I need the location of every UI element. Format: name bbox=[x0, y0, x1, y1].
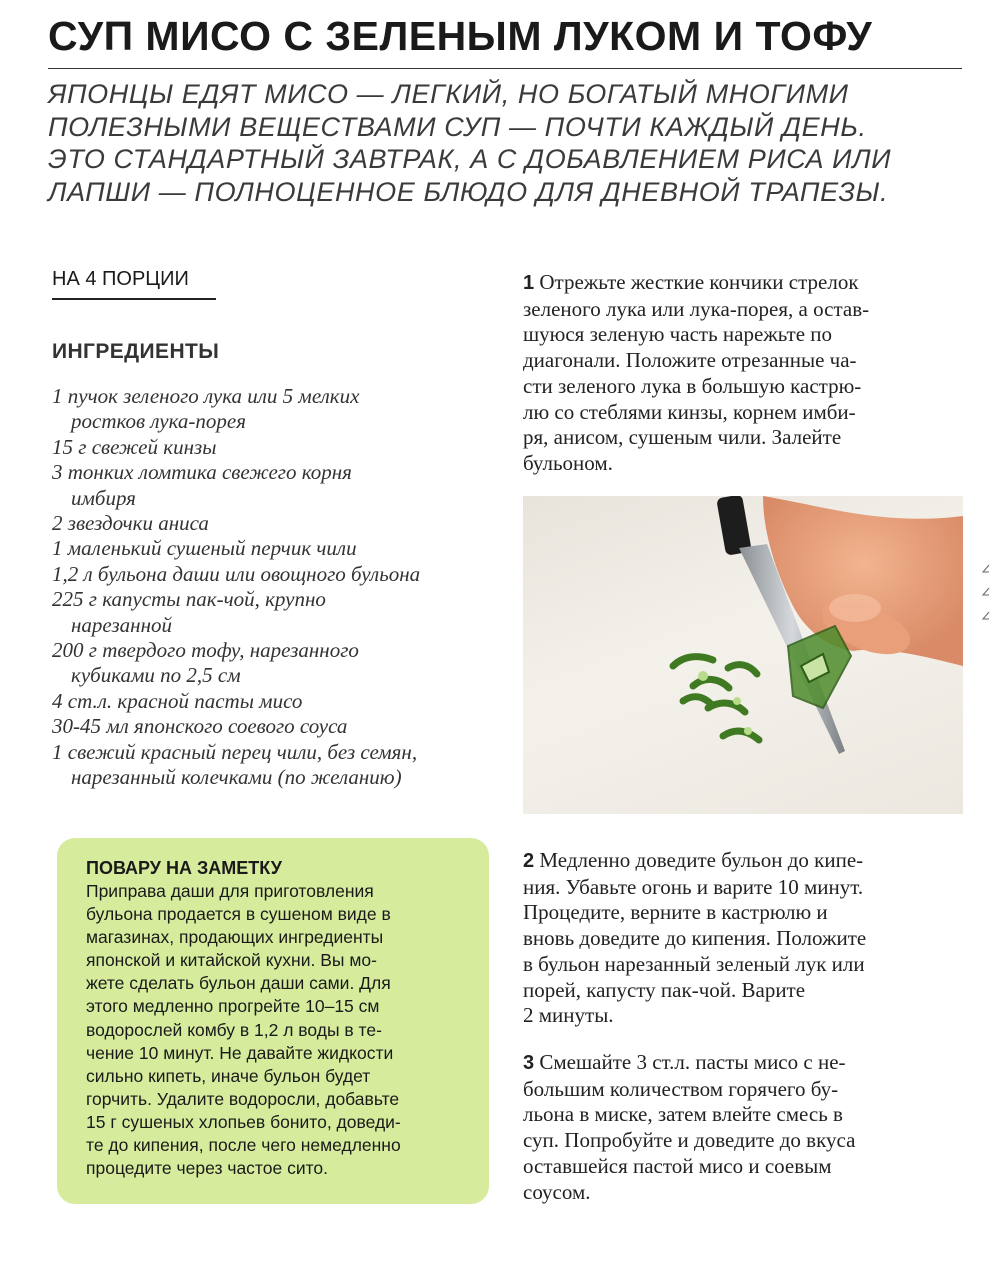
step-line: лю со стеблями кинзы, корнем имби- bbox=[523, 399, 856, 424]
ingredient-line: 225 г капусты пак-чой, крупно bbox=[52, 587, 326, 612]
ingredient-item bbox=[52, 435, 482, 460]
servings-label: НА 4 ПОРЦИИ bbox=[52, 268, 189, 290]
ingredient-line: 4 ст.л. красной пасты мисо bbox=[52, 688, 303, 713]
step-line bbox=[523, 270, 963, 297]
cook-note-text bbox=[86, 880, 481, 1180]
step-line: диагонали. Положите отрезанные ча- bbox=[523, 348, 857, 373]
ingredient-line: имбиря bbox=[71, 485, 136, 510]
cook-note-line: те до кипения, после чего немедленно bbox=[86, 1135, 401, 1156]
step-line bbox=[523, 848, 963, 875]
ingredients-list bbox=[52, 384, 482, 791]
step-line: Процедите, верните в кастрюлю и bbox=[523, 900, 828, 925]
intro-paragraph bbox=[48, 78, 948, 208]
ingredient-line: нарезанной bbox=[71, 612, 172, 637]
cook-note-heading: ПОВАРУ НА ЗАМЕТКУ bbox=[86, 858, 282, 878]
step-line: льона в миске, затем влейте смесь в bbox=[523, 1102, 843, 1127]
intro-line: ЭТО СТАНДАРТНЫЙ ЗАВТРАК, А С ДОБАВЛЕНИЕМ РИСА ИЛИ bbox=[48, 144, 892, 174]
ingredient-item bbox=[52, 638, 482, 689]
cook-note-line: Приправа даши для приготовления bbox=[86, 881, 374, 901]
cook-note-box bbox=[57, 838, 489, 1204]
ingredient-item bbox=[52, 511, 482, 536]
ingredient-line: 3 тонких ломтика свежего корня bbox=[52, 460, 352, 485]
ingredient-line: нарезанный колечками (по желанию) bbox=[71, 765, 402, 790]
page-edge-marks bbox=[980, 560, 990, 630]
step-text: Отрежьте жесткие кончики стрелок bbox=[539, 270, 859, 294]
ingredient-item bbox=[52, 562, 482, 587]
ingredient-item bbox=[52, 587, 482, 638]
ingredient-line: кубиками по 2,5 см bbox=[71, 663, 241, 688]
step-number: 1 bbox=[523, 272, 535, 294]
cook-note-line: бульона продается в сушеном виде в bbox=[86, 904, 391, 925]
ingredient-line: 1 свежий красный перец чили, без семян, bbox=[52, 739, 418, 764]
page-title: СУП МИСО С ЗЕЛЕНЫМ ЛУКОМ И ТОФУ bbox=[48, 13, 873, 59]
cook-note-line: горчить. Удалите водоросли, добавьте bbox=[86, 1088, 400, 1109]
step-text: Медленно доведите бульон до кипе- bbox=[539, 848, 864, 872]
cook-note-line: чение 10 минут. Не давайте жидкости bbox=[86, 1042, 394, 1063]
intro-line: ПОЛЕЗНЫМИ ВЕЩЕСТВАМИ СУП — ПОЧТИ КАЖДЫЙ ДЕНЬ. bbox=[48, 111, 867, 142]
step-line: порей, капусту пак-чой. Варите bbox=[523, 977, 806, 1002]
step-line: 2 минуты. bbox=[523, 1003, 614, 1028]
intro-line: ЯПОНЦЫ ЕДЯТ МИСО — ЛЕГКИЙ, НО БОГАТЫЙ МНОГИМИ bbox=[48, 79, 849, 109]
step-line: ния. Убавьте огонь и варите 10 минут. bbox=[523, 874, 864, 899]
ingredient-line: 15 г свежей кинзы bbox=[52, 434, 217, 459]
ingredient-item bbox=[52, 460, 482, 511]
ingredient-item bbox=[52, 689, 482, 714]
ingredients-heading: ИНГРЕДИЕНТЫ bbox=[52, 340, 220, 363]
step-line: соусом. bbox=[523, 1179, 591, 1204]
ingredient-item bbox=[52, 536, 482, 561]
ingredient-line: 200 г твердого тофу, нарезанного bbox=[52, 638, 359, 663]
step-line: шуюся зеленую часть нарежьте по bbox=[523, 322, 833, 347]
cook-note-line: магазинах, продающих ингредиенты bbox=[86, 927, 384, 948]
cook-note-line: японской и китайской кухни. Вы мо- bbox=[86, 950, 377, 971]
ingredient-line: ростков лука-порея bbox=[71, 409, 246, 434]
knife-and-scallions-illustration bbox=[523, 496, 963, 814]
ingredient-item bbox=[52, 714, 482, 739]
intro-line: ЛАПШИ — ПОЛНОЦЕННОЕ БЛЮДО ДЛЯ ДНЕВНОЙ ТРАПЕЗЫ. bbox=[48, 176, 889, 207]
ingredient-line: 30-45 мл японского соевого соуса bbox=[52, 714, 348, 739]
ingredient-line: 1 пучок зеленого лука или 5 мелких bbox=[52, 384, 360, 408]
step-text: Смешайте 3 ст.л. пасты мисо с не- bbox=[539, 1050, 846, 1074]
ingredient-item bbox=[52, 740, 482, 791]
step-line: сти зеленого лука в большую кастрю- bbox=[523, 373, 862, 398]
ingredient-line: 1,2 л бульона даши или овощного бульона bbox=[52, 561, 421, 586]
step-line: оставшейся пастой мисо и соевым bbox=[523, 1153, 832, 1178]
cook-note-line: процедите через частое сито. bbox=[86, 1158, 329, 1179]
ingredient-line: 2 звездочки аниса bbox=[52, 511, 209, 536]
step-line bbox=[523, 1050, 963, 1077]
step-number: 2 bbox=[523, 850, 535, 872]
step-line: суп. Попробуйте и доведите до вкуса bbox=[523, 1128, 856, 1153]
step-3 bbox=[523, 1050, 963, 1205]
step-2 bbox=[523, 848, 963, 1029]
step-line: бульоном. bbox=[523, 450, 613, 475]
step-number: 3 bbox=[523, 1052, 535, 1074]
step-line: в бульон нарезанный зеленый лук или bbox=[523, 951, 865, 976]
cook-note-line: этого медленно прогрейте 10–15 см bbox=[86, 996, 380, 1017]
chopping-photo bbox=[523, 496, 963, 814]
step-line: вновь доведите до кипения. Положите bbox=[523, 926, 867, 951]
title-divider bbox=[48, 68, 962, 69]
step-line: ря, анисом, сушеным чили. Залейте bbox=[523, 425, 842, 450]
ingredient-line: 1 маленький сушеный перчик чили bbox=[52, 536, 357, 561]
step-1 bbox=[523, 270, 963, 477]
cook-note-line: сильно кипеть, иначе бульон будет bbox=[86, 1065, 371, 1086]
step-line: зеленого лука или лука-порея, а остав- bbox=[523, 296, 870, 321]
cook-note-line: водорослей комбу в 1,2 л воды в те- bbox=[86, 1019, 382, 1040]
cook-note-line: 15 г сушеных хлопьев бонито, доведи- bbox=[86, 1111, 401, 1132]
step-line: большим количеством горячего бу- bbox=[523, 1076, 839, 1101]
cook-note-line: жете сделать бульон даши сами. Для bbox=[86, 973, 391, 994]
servings-underline bbox=[52, 298, 216, 300]
ingredient-item bbox=[52, 384, 482, 435]
